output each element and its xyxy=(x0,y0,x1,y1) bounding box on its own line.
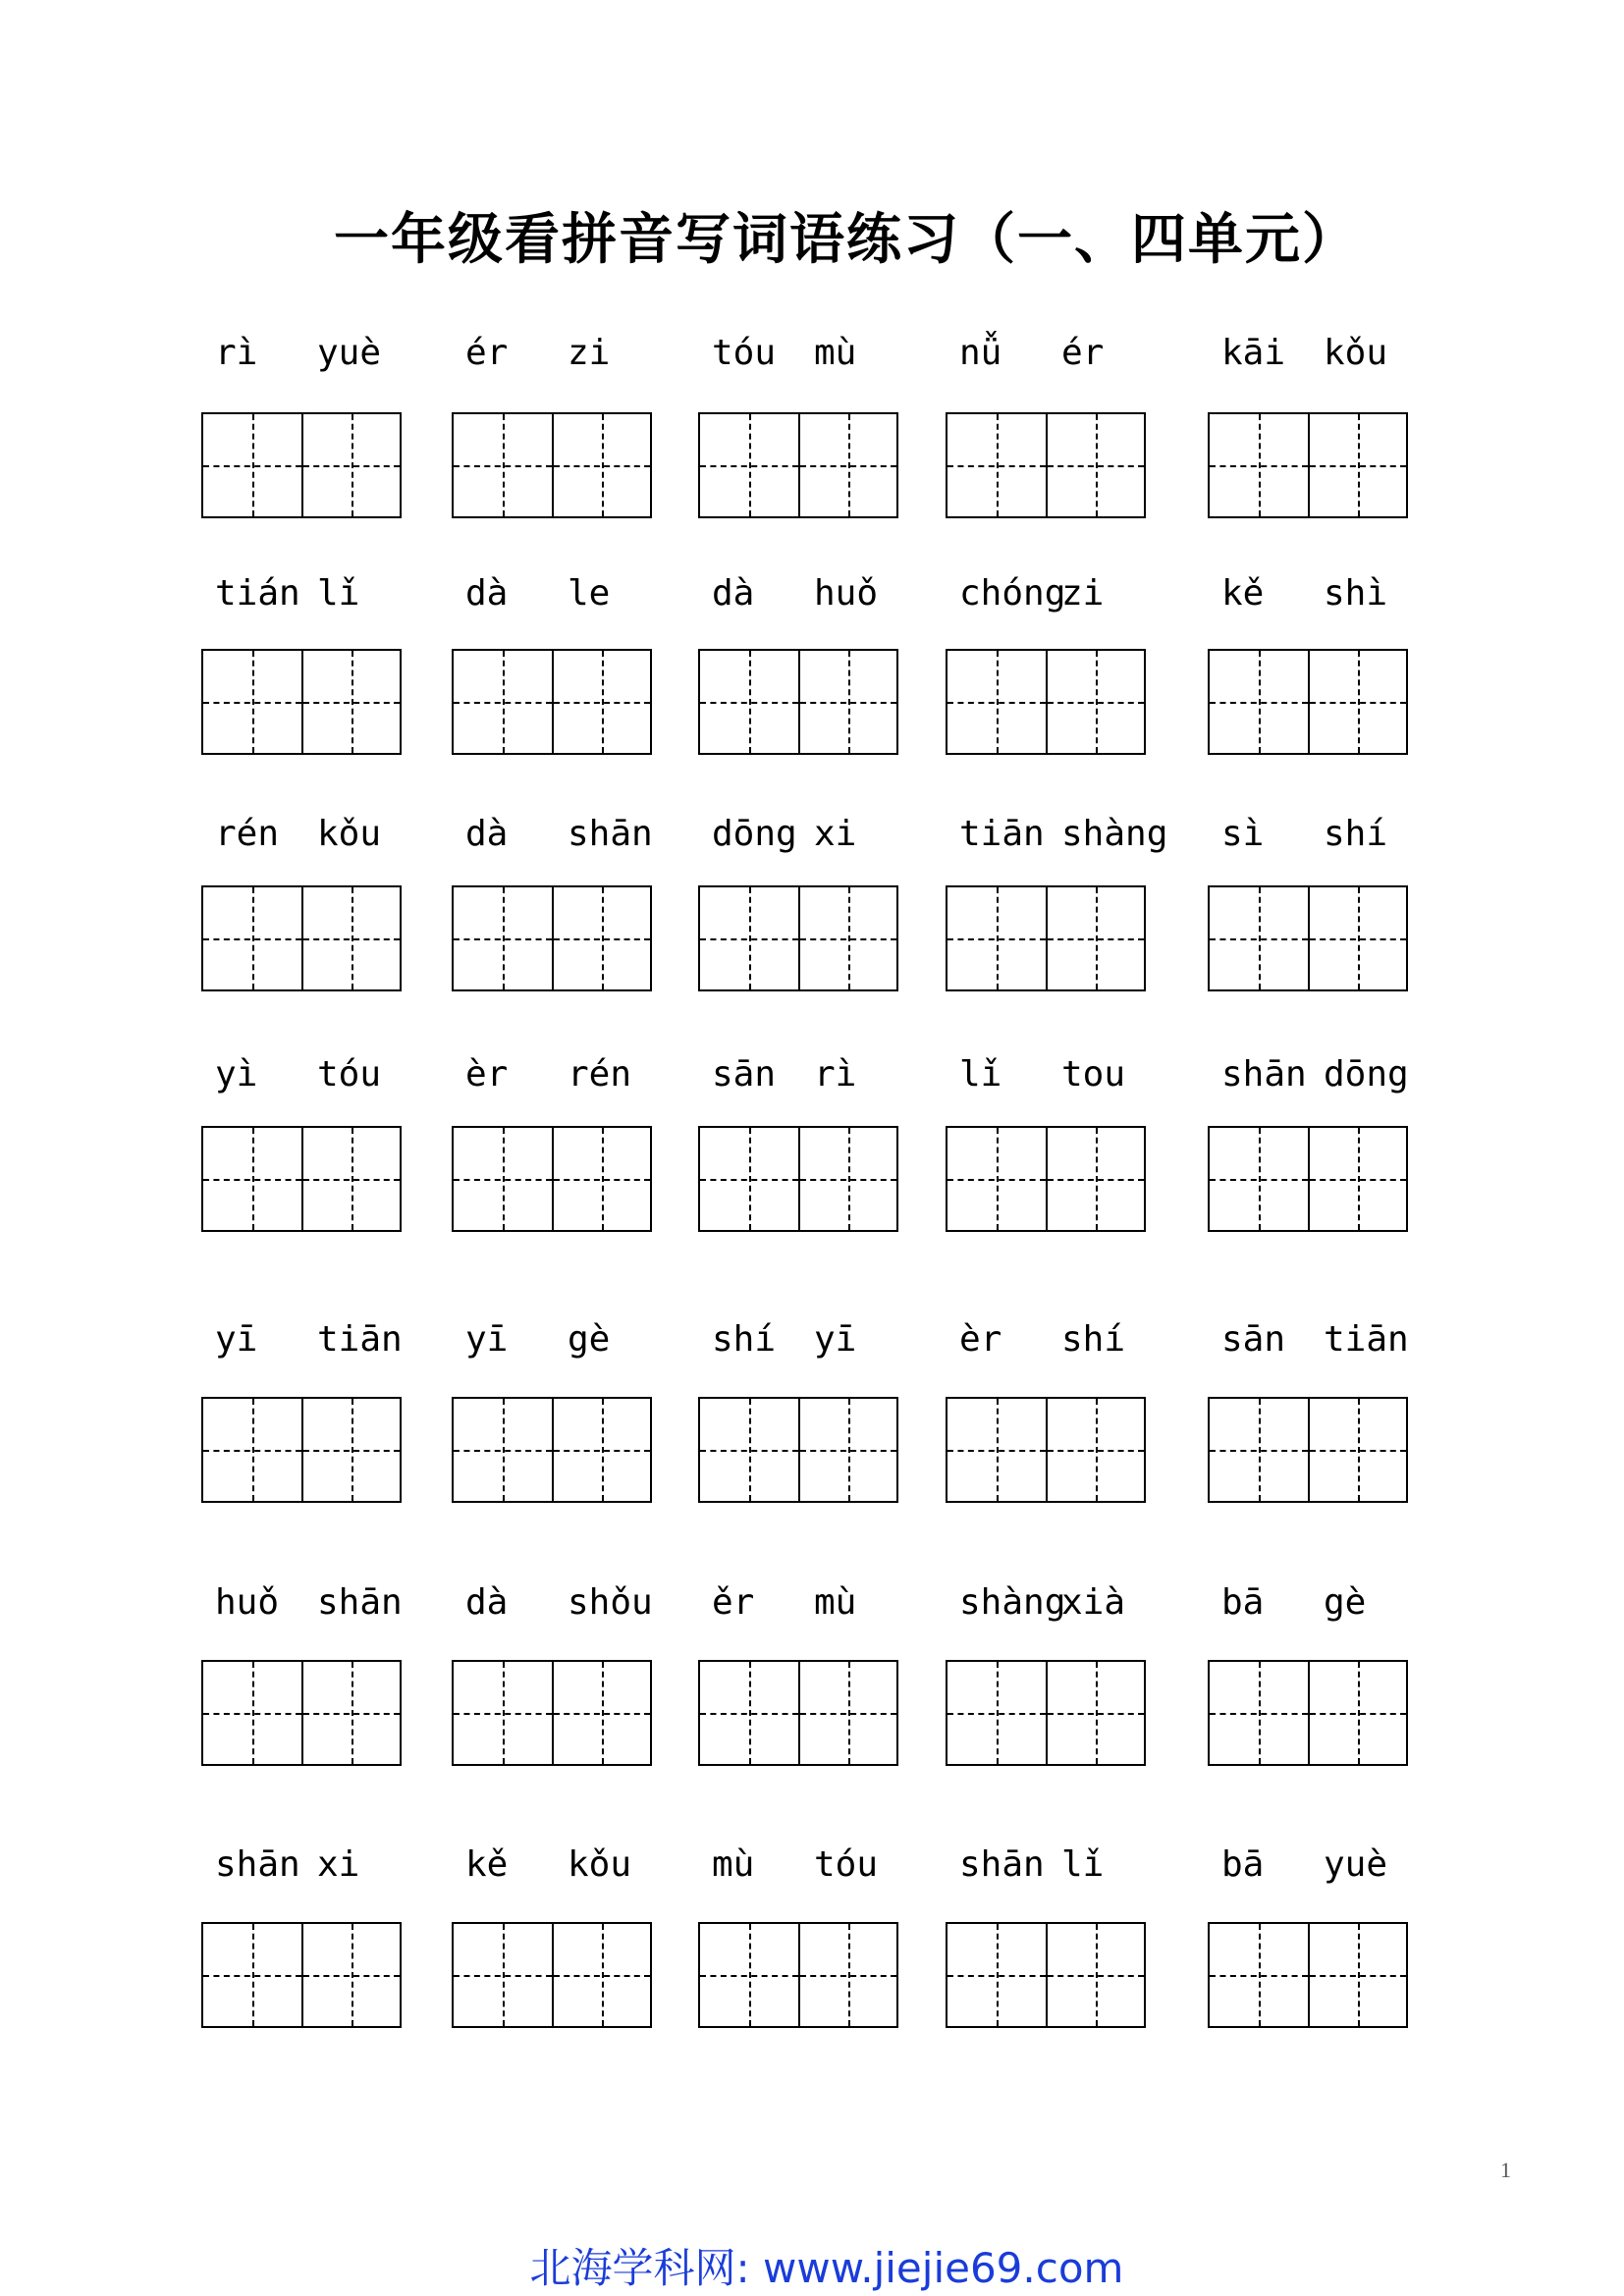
word-item xyxy=(698,1836,953,2032)
writing-grid[interactable] xyxy=(452,412,652,518)
word-item xyxy=(946,1310,1201,1507)
word-item xyxy=(946,564,1201,761)
word-item xyxy=(452,1045,707,1242)
pinyin-syllable-1: rì xyxy=(215,333,258,373)
pinyin-syllable-1: dà xyxy=(465,1582,509,1623)
word-item xyxy=(946,324,1201,520)
pinyin-label xyxy=(946,805,1201,864)
writing-grid[interactable] xyxy=(698,1126,898,1232)
pinyin-syllable-2: tóu xyxy=(814,1844,879,1885)
pinyin-syllable-2: shǒu xyxy=(568,1582,653,1623)
pinyin-syllable-2: tou xyxy=(1061,1054,1126,1095)
writing-grid[interactable] xyxy=(1208,1660,1408,1766)
pinyin-syllable-1: dà xyxy=(465,573,509,614)
pinyin-label xyxy=(201,1836,457,1895)
pinyin-label xyxy=(946,324,1201,383)
pinyin-label xyxy=(698,564,953,623)
pinyin-label xyxy=(946,564,1201,623)
pinyin-label xyxy=(452,1045,707,1104)
writing-grid[interactable] xyxy=(452,1126,652,1232)
pinyin-syllable-1: chóng xyxy=(959,573,1066,614)
tianzige-box[interactable] xyxy=(1210,414,1308,516)
word-item xyxy=(452,1574,707,1770)
tianzige-box[interactable] xyxy=(454,1662,552,1764)
pinyin-syllable-2: huǒ xyxy=(814,573,879,614)
pinyin-syllable-2: shí xyxy=(1061,1319,1126,1360)
writing-grid[interactable] xyxy=(1208,1397,1408,1503)
tianzige-box[interactable] xyxy=(203,651,301,753)
pinyin-syllable-1: rén xyxy=(215,814,280,854)
pinyin-syllable-2: gè xyxy=(568,1319,611,1360)
tianzige-box[interactable] xyxy=(1308,414,1406,516)
tianzige-box[interactable] xyxy=(798,1662,896,1764)
word-item xyxy=(452,805,707,1001)
tianzige-box[interactable] xyxy=(203,887,301,989)
pinyin-syllable-2: tiān xyxy=(1324,1319,1409,1360)
writing-grid[interactable] xyxy=(201,1397,402,1503)
pinyin-label xyxy=(452,1574,707,1632)
tianzige-box[interactable] xyxy=(700,1924,798,2026)
tianzige-box[interactable] xyxy=(454,887,552,989)
word-item xyxy=(1208,1574,1463,1770)
tianzige-box[interactable] xyxy=(798,1924,896,2026)
word-item xyxy=(698,564,953,761)
word-item xyxy=(201,805,457,1001)
tianzige-box[interactable] xyxy=(203,1399,301,1501)
tianzige-box[interactable] xyxy=(203,1662,301,1764)
writing-grid[interactable] xyxy=(946,412,1146,518)
writing-grid[interactable] xyxy=(698,885,898,991)
pinyin-syllable-2: yuè xyxy=(317,333,382,373)
pinyin-syllable-2: kǒu xyxy=(317,814,382,854)
tianzige-box[interactable] xyxy=(1046,1662,1144,1764)
pinyin-syllable-2: kǒu xyxy=(1324,333,1388,373)
writing-grid[interactable] xyxy=(698,412,898,518)
writing-grid[interactable] xyxy=(201,1660,402,1766)
word-item xyxy=(698,324,953,520)
pinyin-syllable-1: bā xyxy=(1221,1582,1265,1623)
pinyin-syllable-1: sān xyxy=(712,1054,777,1095)
pinyin-syllable-2: lǐ xyxy=(1061,1844,1105,1885)
pinyin-syllable-1: yī xyxy=(465,1319,509,1360)
word-item xyxy=(1208,324,1463,520)
writing-grid[interactable] xyxy=(946,885,1146,991)
pinyin-syllable-2: rì xyxy=(814,1054,857,1095)
pinyin-label xyxy=(698,1836,953,1895)
tianzige-box[interactable] xyxy=(301,651,400,753)
tianzige-box[interactable] xyxy=(552,1128,650,1230)
pinyin-label xyxy=(452,564,707,623)
tianzige-box[interactable] xyxy=(203,1924,301,2026)
pinyin-label xyxy=(1208,1045,1463,1104)
word-item xyxy=(698,1045,953,1242)
tianzige-box[interactable] xyxy=(203,414,301,516)
writing-grid[interactable] xyxy=(201,1126,402,1232)
tianzige-box[interactable] xyxy=(700,651,798,753)
tianzige-box[interactable] xyxy=(700,1399,798,1501)
tianzige-box[interactable] xyxy=(1210,1924,1308,2026)
tianzige-box[interactable] xyxy=(1308,887,1406,989)
tianzige-box[interactable] xyxy=(552,651,650,753)
pinyin-label xyxy=(1208,564,1463,623)
word-item xyxy=(698,805,953,1001)
pinyin-syllable-1: huǒ xyxy=(215,1582,280,1623)
tianzige-box[interactable] xyxy=(798,651,896,753)
pinyin-syllable-1: shān xyxy=(215,1844,300,1885)
writing-grid[interactable] xyxy=(1208,649,1408,755)
page-title: 一年级看拼音写词语练习（一、四单元） xyxy=(334,207,1359,272)
pinyin-syllable-1: ér xyxy=(465,333,509,373)
writing-grid[interactable] xyxy=(452,1660,652,1766)
writing-grid[interactable] xyxy=(946,1660,1146,1766)
pinyin-label xyxy=(946,1310,1201,1369)
word-item xyxy=(698,1310,953,1507)
pinyin-syllable-1: shān xyxy=(1221,1054,1307,1095)
tianzige-box[interactable] xyxy=(700,887,798,989)
pinyin-label xyxy=(452,805,707,864)
pinyin-label xyxy=(698,1574,953,1632)
pinyin-syllable-2: xi xyxy=(317,1844,360,1885)
pinyin-syllable-1: shàng xyxy=(959,1582,1066,1623)
writing-grid[interactable] xyxy=(452,649,652,755)
word-item xyxy=(946,805,1201,1001)
pinyin-syllable-1: èr xyxy=(959,1319,1002,1360)
tianzige-box[interactable] xyxy=(1046,887,1144,989)
word-item xyxy=(946,1045,1201,1242)
pinyin-label xyxy=(946,1836,1201,1895)
pinyin-label xyxy=(698,805,953,864)
tianzige-box[interactable] xyxy=(947,1662,1046,1764)
tianzige-box[interactable] xyxy=(552,414,650,516)
pinyin-syllable-2: xià xyxy=(1061,1582,1126,1623)
word-item xyxy=(1208,1045,1463,1242)
pinyin-syllable-2: yuè xyxy=(1324,1844,1388,1885)
pinyin-syllable-2: mù xyxy=(814,1582,857,1623)
pinyin-syllable-1: dà xyxy=(712,573,755,614)
pinyin-syllable-1: shān xyxy=(959,1844,1045,1885)
pinyin-syllable-2: ér xyxy=(1061,333,1105,373)
tianzige-box[interactable] xyxy=(1308,1128,1406,1230)
tianzige-box[interactable] xyxy=(1046,1128,1144,1230)
pinyin-label xyxy=(201,324,457,383)
writing-grid[interactable] xyxy=(1208,885,1408,991)
tianzige-box[interactable] xyxy=(1046,651,1144,753)
pinyin-label xyxy=(1208,324,1463,383)
word-item xyxy=(201,1310,457,1507)
word-item xyxy=(201,564,457,761)
pinyin-syllable-1: tiān xyxy=(959,814,1045,854)
tianzige-box[interactable] xyxy=(798,887,896,989)
pinyin-label xyxy=(698,1045,953,1104)
word-item xyxy=(201,324,457,520)
pinyin-syllable-2: shān xyxy=(317,1582,403,1623)
pinyin-label xyxy=(201,1310,457,1369)
pinyin-label xyxy=(201,1045,457,1104)
writing-grid[interactable] xyxy=(201,885,402,991)
pinyin-syllable-2: shì xyxy=(1324,573,1388,614)
tianzige-box[interactable] xyxy=(301,414,400,516)
pinyin-syllable-2: gè xyxy=(1324,1582,1367,1623)
pinyin-label xyxy=(1208,1310,1463,1369)
tianzige-box[interactable] xyxy=(454,651,552,753)
writing-grid[interactable] xyxy=(946,1397,1146,1503)
pinyin-label xyxy=(946,1045,1201,1104)
pinyin-syllable-1: bā xyxy=(1221,1844,1265,1885)
word-item xyxy=(1208,805,1463,1001)
pinyin-syllable-2: mù xyxy=(814,333,857,373)
tianzige-box[interactable] xyxy=(1210,887,1308,989)
writing-grid[interactable] xyxy=(698,1922,898,2028)
pinyin-syllable-1: yī xyxy=(215,1319,258,1360)
tianzige-box[interactable] xyxy=(798,414,896,516)
pinyin-label xyxy=(1208,805,1463,864)
tianzige-box[interactable] xyxy=(301,1662,400,1764)
pinyin-syllable-1: dōng xyxy=(712,814,797,854)
pinyin-syllable-1: èr xyxy=(465,1054,509,1095)
pinyin-label xyxy=(1208,1574,1463,1632)
pinyin-label xyxy=(1208,1836,1463,1895)
tianzige-box[interactable] xyxy=(947,1399,1046,1501)
pinyin-syllable-1: yì xyxy=(215,1054,258,1095)
writing-grid[interactable] xyxy=(452,1922,652,2028)
writing-grid[interactable] xyxy=(698,649,898,755)
writing-grid[interactable] xyxy=(201,1922,402,2028)
tianzige-box[interactable] xyxy=(1308,1399,1406,1501)
writing-grid[interactable] xyxy=(452,885,652,991)
tianzige-box[interactable] xyxy=(1046,1924,1144,2026)
pinyin-syllable-2: zi xyxy=(568,333,611,373)
writing-grid[interactable] xyxy=(201,412,402,518)
word-item xyxy=(452,1836,707,2032)
tianzige-box[interactable] xyxy=(454,1128,552,1230)
tianzige-box[interactable] xyxy=(947,1924,1046,2026)
pinyin-label xyxy=(946,1574,1201,1632)
tianzige-box[interactable] xyxy=(1308,1662,1406,1764)
tianzige-box[interactable] xyxy=(798,1399,896,1501)
pinyin-syllable-1: ěr xyxy=(712,1582,755,1623)
writing-grid[interactable] xyxy=(1208,412,1408,518)
pinyin-syllable-2: shí xyxy=(1324,814,1388,854)
tianzige-box[interactable] xyxy=(1308,651,1406,753)
pinyin-syllable-2: kǒu xyxy=(568,1844,632,1885)
writing-grid[interactable] xyxy=(698,1660,898,1766)
writing-grid[interactable] xyxy=(946,649,1146,755)
tianzige-box[interactable] xyxy=(1210,651,1308,753)
pinyin-label xyxy=(201,805,457,864)
tianzige-box[interactable] xyxy=(301,1128,400,1230)
pinyin-syllable-1: nǚ xyxy=(959,333,1002,373)
word-item xyxy=(1208,564,1463,761)
word-item xyxy=(698,1574,953,1770)
tianzige-box[interactable] xyxy=(454,1924,552,2026)
pinyin-label xyxy=(452,324,707,383)
word-item xyxy=(946,1836,1201,2032)
pinyin-syllable-2: tóu xyxy=(317,1054,382,1095)
writing-grid[interactable] xyxy=(1208,1922,1408,2028)
page-number: 1 xyxy=(1500,2158,1511,2182)
word-item xyxy=(201,1045,457,1242)
word-item xyxy=(1208,1310,1463,1507)
pinyin-syllable-1: sān xyxy=(1221,1319,1286,1360)
word-item xyxy=(452,564,707,761)
tianzige-box[interactable] xyxy=(552,887,650,989)
tianzige-box[interactable] xyxy=(1210,1662,1308,1764)
word-item xyxy=(201,1574,457,1770)
tianzige-box[interactable] xyxy=(1046,1399,1144,1501)
pinyin-syllable-2: xi xyxy=(814,814,857,854)
pinyin-label xyxy=(452,1310,707,1369)
word-item xyxy=(1208,1836,1463,2032)
pinyin-syllable-1: kě xyxy=(1221,573,1265,614)
tianzige-box[interactable] xyxy=(947,651,1046,753)
pinyin-label xyxy=(452,1836,707,1895)
pinyin-syllable-2: tiān xyxy=(317,1319,403,1360)
pinyin-syllable-2: shàng xyxy=(1061,814,1168,854)
word-item xyxy=(452,1310,707,1507)
tianzige-box[interactable] xyxy=(947,887,1046,989)
tianzige-box[interactable] xyxy=(203,1128,301,1230)
word-item xyxy=(452,324,707,520)
tianzige-box[interactable] xyxy=(798,1128,896,1230)
pinyin-label xyxy=(698,1310,953,1369)
writing-grid[interactable] xyxy=(1208,1126,1408,1232)
word-item xyxy=(946,1574,1201,1770)
pinyin-syllable-1: tián xyxy=(215,573,300,614)
pinyin-syllable-1: sì xyxy=(1221,814,1265,854)
pinyin-syllable-1: kāi xyxy=(1221,333,1286,373)
tianzige-box[interactable] xyxy=(947,414,1046,516)
pinyin-label xyxy=(201,564,457,623)
writing-grid[interactable] xyxy=(698,1397,898,1503)
tianzige-box[interactable] xyxy=(947,1128,1046,1230)
pinyin-syllable-2: rén xyxy=(568,1054,632,1095)
pinyin-syllable-2: shān xyxy=(568,814,653,854)
pinyin-syllable-2: dōng xyxy=(1324,1054,1409,1095)
tianzige-box[interactable] xyxy=(552,1399,650,1501)
tianzige-box[interactable] xyxy=(700,1128,798,1230)
tianzige-box[interactable] xyxy=(700,1662,798,1764)
pinyin-syllable-1: lǐ xyxy=(959,1054,1002,1095)
tianzige-box[interactable] xyxy=(1046,414,1144,516)
word-item xyxy=(201,1836,457,2032)
pinyin-label xyxy=(698,324,953,383)
writing-grid[interactable] xyxy=(452,1397,652,1503)
pinyin-syllable-1: mù xyxy=(712,1844,755,1885)
pinyin-syllable-2: zi xyxy=(1061,573,1105,614)
tianzige-box[interactable] xyxy=(301,1399,400,1501)
pinyin-syllable-1: kě xyxy=(465,1844,509,1885)
pinyin-syllable-2: lǐ xyxy=(317,573,360,614)
tianzige-box[interactable] xyxy=(301,887,400,989)
tianzige-box[interactable] xyxy=(700,414,798,516)
pinyin-syllable-1: dà xyxy=(465,814,509,854)
pinyin-syllable-1: tóu xyxy=(712,333,777,373)
tianzige-box[interactable] xyxy=(552,1662,650,1764)
tianzige-box[interactable] xyxy=(454,1399,552,1501)
tianzige-box[interactable] xyxy=(1210,1128,1308,1230)
footer-watermark: 北海学科网: www.jiejie69.com xyxy=(529,2244,1124,2292)
pinyin-label xyxy=(201,1574,457,1632)
tianzige-box[interactable] xyxy=(301,1924,400,2026)
writing-grid[interactable] xyxy=(946,1126,1146,1232)
tianzige-box[interactable] xyxy=(1308,1924,1406,2026)
writing-grid[interactable] xyxy=(946,1922,1146,2028)
tianzige-box[interactable] xyxy=(552,1924,650,2026)
pinyin-syllable-1: shí xyxy=(712,1319,777,1360)
pinyin-syllable-2: yī xyxy=(814,1319,857,1360)
tianzige-box[interactable] xyxy=(1210,1399,1308,1501)
writing-grid[interactable] xyxy=(201,649,402,755)
tianzige-box[interactable] xyxy=(454,414,552,516)
pinyin-syllable-2: le xyxy=(568,573,611,614)
